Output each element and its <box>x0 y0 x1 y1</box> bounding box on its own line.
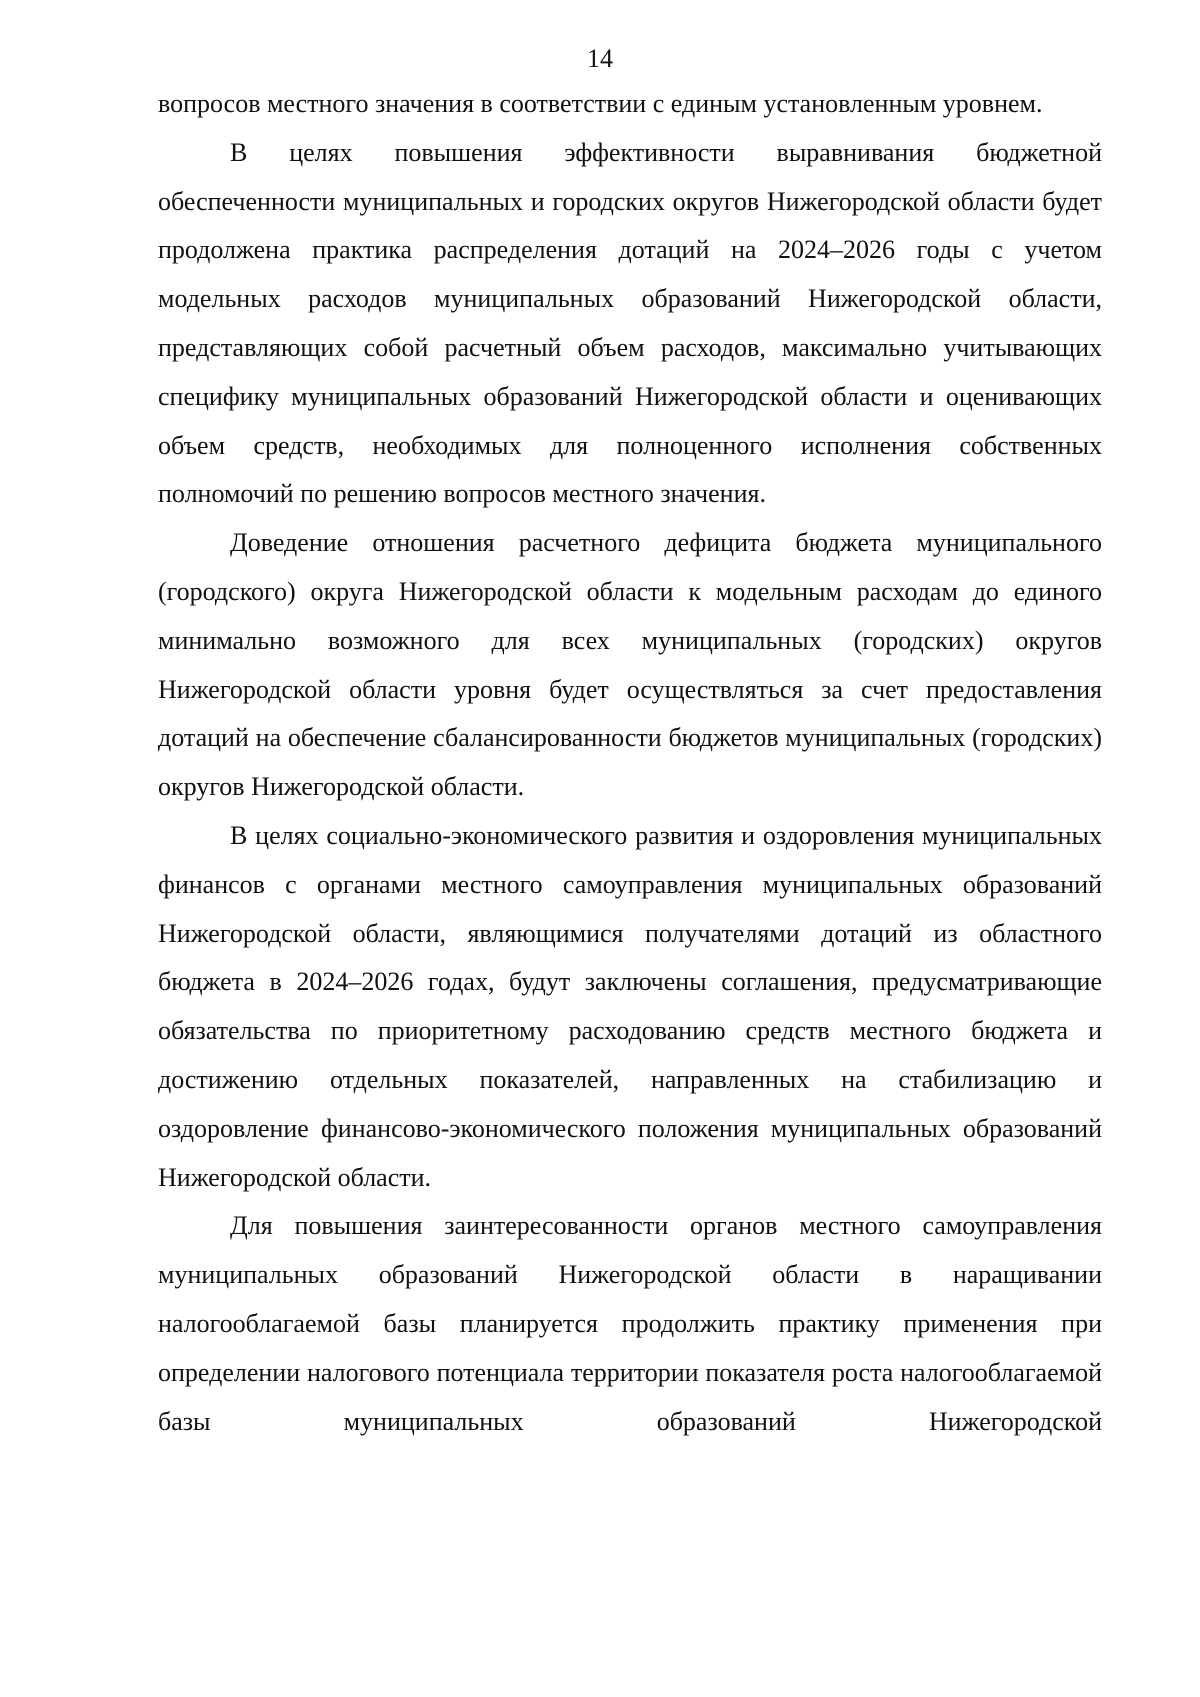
document-body <box>158 80 1102 1446</box>
page-number: 14 <box>587 44 613 73</box>
paragraph-continuation: вопросов местного значения в соответствии с единым установленным уровнем. <box>158 89 1043 118</box>
paragraph-tax-base: Для повышения заинтересованности органов местного самоуправления муниципальных образований Нижегородской области в наращивании налогооблагаемой базы планируется продолжить практику применения при определении налогового потенциала территории показателя роста налогооблагаемой базы муниципальных образований Нижегородской <box>158 1211 1102 1436</box>
paragraph-agreements: В целях социально-экономического развития и оздоровления муниципальных финансов с органами местного самоуправления муниципальных образований Нижегородской области, являющимися получателями дотаций из областного бюджета в 2024–2026 годах, будут заключены соглашения, предусматривающие обязательства по приоритетному расходованию средств местного бюджета и достижению отдельных показателей, направленных на стабилизацию и оздоровление финансово-экономического положения муниципальных образований Нижегородской области. <box>158 820 1102 1192</box>
paragraph-deficit: Доведение отношения расчетного дефицита бюджета муниципального (городского) округа Нижегородской области к модельным расходам до единого минимально возможного для всех муниципальных (городских) округов Нижегородской области уровня будет осуществляться за счет предоставления дотаций на обеспечение сбалансированности бюджетов муниципальных (городских) округов Нижегородской области. <box>158 528 1102 802</box>
paragraph-equalization: В целях повышения эффективности выравнивания бюджетной обеспеченности муниципальных и городских округов Нижегородской области будет продолжена практика распределения дотаций на 2024–2026 годы с учетом модельных расходов муниципальных образований Нижегородской области, представляющих собой расчетный объем расходов, максимально учитывающих специфику муниципальных образований Нижегородской области и оценивающих объем средств, необходимых для полноценного исполнения собственных полномочий по решению вопросов местного значения. <box>158 137 1102 509</box>
